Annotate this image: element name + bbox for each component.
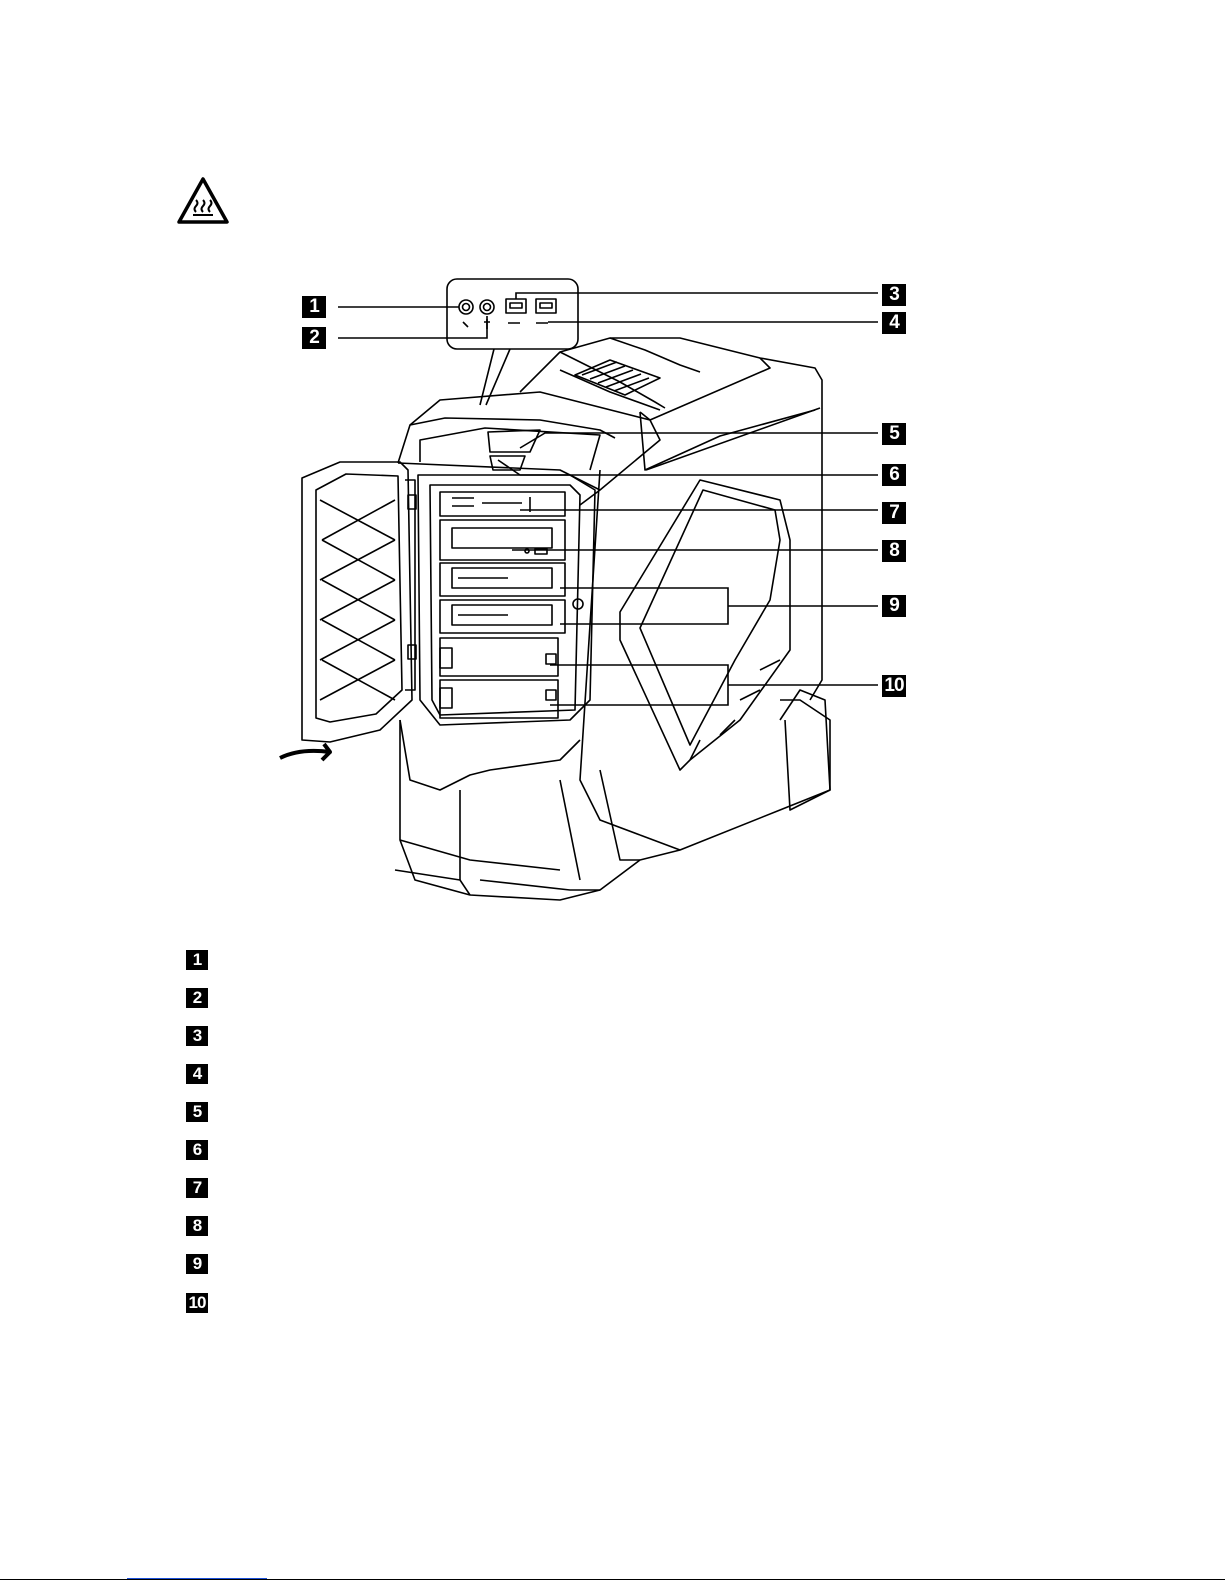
callout-5: 5 — [882, 423, 906, 445]
side-window — [620, 480, 790, 770]
callout-3: 3 — [882, 284, 906, 306]
legend-item-9: 9 — [186, 1254, 208, 1274]
lower-body — [400, 720, 580, 790]
callout-8: 8 — [882, 540, 906, 562]
callout-7: 7 — [882, 502, 906, 524]
legend-item-3: 3 — [186, 1026, 208, 1046]
callout-1: 1 — [302, 296, 326, 318]
front-door — [280, 462, 416, 760]
legend-item-6: 6 — [186, 1140, 208, 1160]
callout-4: 4 — [882, 312, 906, 334]
legend-item-10: 10 — [186, 1293, 208, 1313]
legend-item-2: 2 — [186, 988, 208, 1008]
callout-6: 6 — [882, 464, 906, 486]
legend-item-1: 1 — [186, 950, 208, 970]
footer-rule — [0, 1579, 1225, 1580]
callout-10: 10 — [882, 675, 906, 697]
legend-item-5: 5 — [186, 1102, 208, 1122]
legend-item-4: 4 — [186, 1064, 208, 1084]
card-reader — [440, 492, 565, 516]
callout-9: 9 — [882, 595, 906, 617]
front-top-shell — [398, 392, 660, 505]
front-fan-grilles — [440, 638, 558, 718]
legend-item-8: 8 — [186, 1216, 208, 1236]
footer-link-underline[interactable] — [127, 1578, 267, 1579]
legend-item-7: 7 — [186, 1178, 208, 1198]
callout-2: 2 — [302, 327, 326, 349]
top-port-panel — [447, 279, 578, 405]
